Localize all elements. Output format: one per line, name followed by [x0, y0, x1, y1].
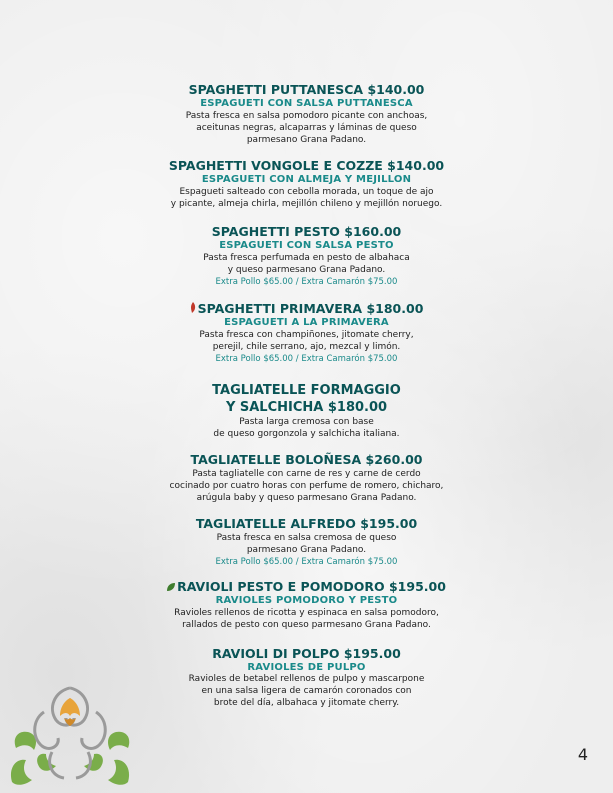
- dish-description-line: Pasta fresca en salsa cremosa de queso: [216, 533, 397, 543]
- dish-title: SPAGHETTI VONGOLE E COZZE $140.00: [168, 158, 445, 173]
- menu-item-ravioli-pesto-pomodoro: [0, 579, 613, 631]
- dish-subtitle: ESPAGUETI CON SALSA PESTO: [219, 240, 394, 251]
- dish-description-line: cocinado por cuatro horas con perfume de romero, chicharo,: [169, 481, 444, 491]
- dish-title-line: TAGLIATELLE FORMAGGIO: [212, 383, 401, 398]
- dish-description-line: rallados de pesto con queso parmesano Grana Padano.: [182, 620, 431, 630]
- dish-description-line: Pasta tagliatelle con carne de res y carne de cerdo: [192, 469, 421, 479]
- chili-leaf-icon: [190, 301, 196, 317]
- floral-ornament-icon: [4, 672, 136, 793]
- dish-description-line: Pasta larga cremosa con base: [239, 417, 374, 427]
- dish-subtitle: ESPAGUETI CON ALMEJA Y MEJILLON: [201, 174, 412, 185]
- dish-title: TAGLIATELLE ALFREDO $195.00: [195, 516, 418, 531]
- menu-item-spaghetti-puttanesca: [0, 82, 613, 146]
- dish-description-line: Pasta fresca con champiñones, jitomate cherry,: [199, 330, 414, 340]
- dish-subtitle: ESPAGUETI A LA PRIMAVERA: [224, 317, 389, 328]
- dish-subtitle: ESPAGUETI CON SALSA PUTTANESCA: [200, 98, 413, 109]
- dish-description-line: Pasta fresca en salsa pomodoro picante con anchoas,: [185, 111, 428, 121]
- dish-title: SPAGHETTI PUTTANESCA $140.00: [188, 82, 425, 97]
- dish-subtitle: RAVIOLES POMODORO Y PESTO: [215, 595, 398, 606]
- dish-description-line: aceitunas negras, alcaparras y láminas de queso: [196, 123, 417, 133]
- menu-item-tagliatelle-alfredo: [0, 516, 613, 568]
- dish-description-line: arúgula baby y queso parmesano Grana Padano.: [196, 493, 417, 503]
- dish-description-line: parmesano Grana Padano.: [246, 545, 367, 555]
- menu-item-tagliatelle-formaggio: [0, 382, 613, 440]
- dish-extras: Extra Pollo $65.00 / Extra Camarón $75.00: [215, 354, 398, 364]
- dish-description-line: parmesano Grana Padano.: [246, 135, 367, 145]
- dish-description-line: Pasta fresca perfumada en pesto de albahaca: [203, 253, 410, 263]
- dish-extras: Extra Pollo $65.00 / Extra Camarón $75.00: [215, 277, 398, 287]
- green-leaf-icon: [167, 579, 175, 595]
- dish-title: SPAGHETTI PESTO $160.00: [211, 224, 402, 239]
- dish-description-line: de queso gorgonzola y salchicha italiana.: [213, 429, 400, 439]
- menu-item-spaghetti-vongole: [0, 158, 613, 210]
- dish-description-line: y queso parmesano Grana Padano.: [227, 265, 386, 275]
- dish-title: SPAGHETTI PRIMAVERA $180.00: [197, 301, 424, 316]
- dish-extras: Extra Pollo $65.00 / Extra Camarón $75.00: [215, 557, 398, 567]
- menu-item-spaghetti-pesto: [0, 224, 613, 288]
- menu-item-spaghetti-primavera: [0, 301, 613, 365]
- dish-description-line: Espagueti salteado con cebolla morada, un toque de ajo: [179, 187, 434, 197]
- dish-title: RAVIOLI PESTO E POMODORO $195.00: [177, 579, 446, 594]
- dish-title-line: Y SALCHICHA $180.00: [225, 400, 388, 415]
- dish-subtitle: RAVIOLES DE PULPO: [247, 662, 366, 673]
- page-number: 4: [577, 745, 588, 764]
- dish-description-line: brote del día, albahaca y jitomate cherry.: [213, 698, 400, 708]
- dish-description-line: en una salsa ligera de camarón coronados con: [201, 686, 412, 696]
- dish-description-line: Ravioles de betabel rellenos de pulpo y mascarpone: [188, 674, 425, 684]
- dish-title: RAVIOLI DI POLPO $195.00: [212, 646, 401, 661]
- dish-title: TAGLIATELLE BOLOÑESA $260.00: [190, 452, 423, 467]
- menu-item-tagliatelle-bolonesa: [0, 452, 613, 504]
- dish-description-line: Ravioles rellenos de ricotta y espinaca en salsa pomodoro,: [174, 608, 439, 618]
- dish-description-line: perejil, chile serrano, ajo, mezcal y limón.: [212, 342, 401, 352]
- dish-description-line: y picante, almeja chirla, mejillón chileno y mejillón noruego.: [170, 199, 443, 209]
